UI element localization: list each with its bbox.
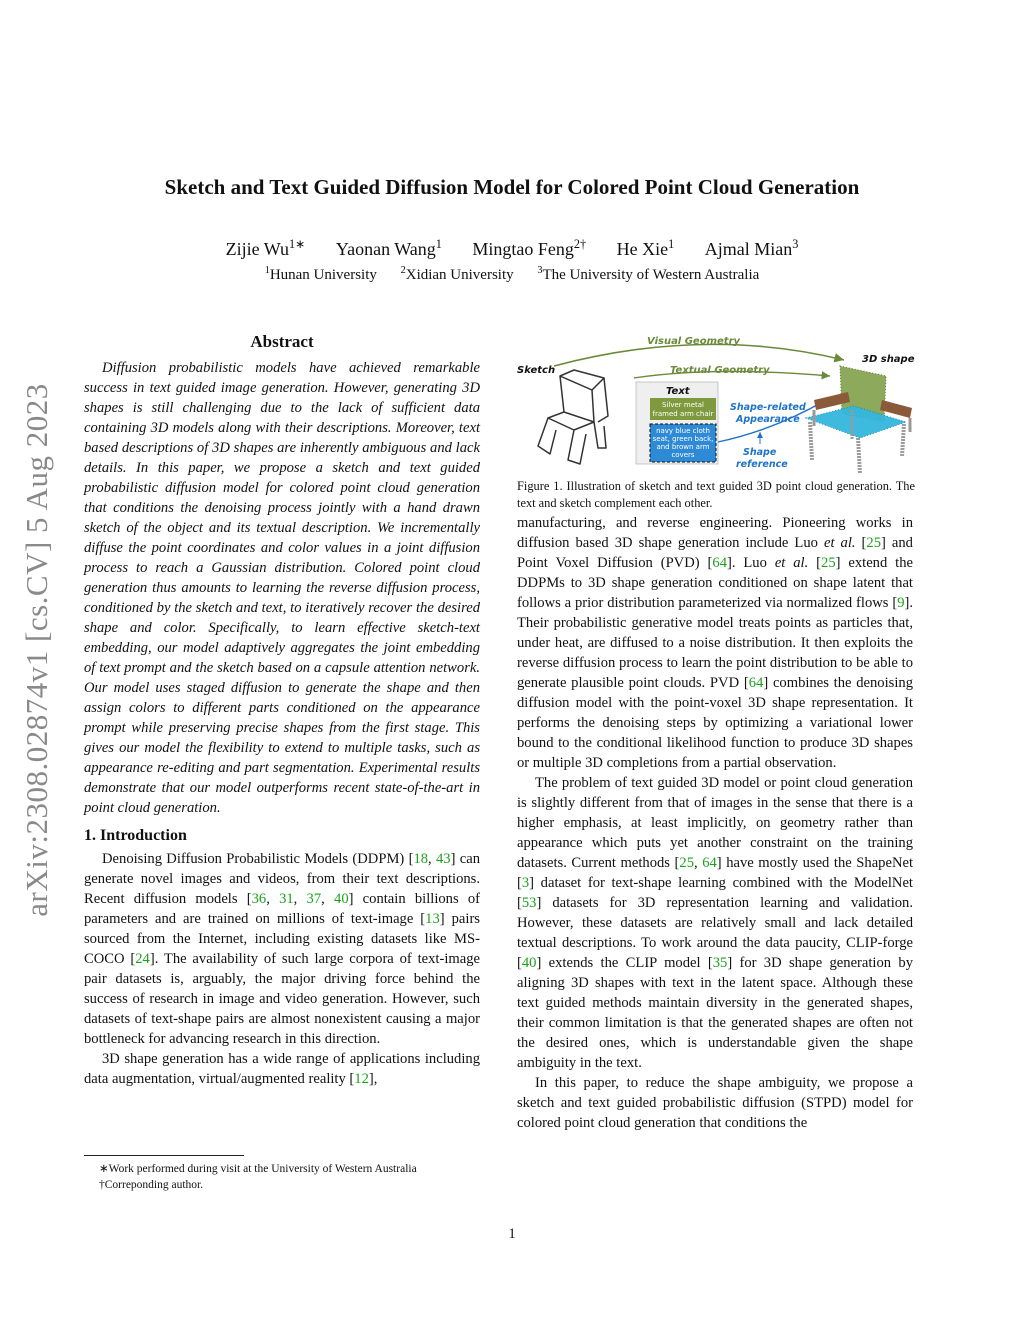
abstract-heading: Abstract (250, 332, 314, 351)
citation-link[interactable]: 13 (425, 911, 440, 927)
svg-text:and brown arm: and brown arm (656, 443, 710, 451)
right-paragraph-3: In this paper, to reduce the shape ambiguity, we propose a sketch and text guided probabilistic diffusion (STPD) model for colored point cloud generation that conditions the (517, 1075, 913, 1131)
citation-link[interactable]: 3 (521, 875, 530, 891)
right-column (517, 513, 913, 1133)
citation-link[interactable]: 40 (334, 891, 349, 907)
svg-text:reference: reference (736, 459, 788, 470)
svg-text:seat, green back,: seat, green back, (652, 435, 714, 443)
paper-title: Sketch and Text Guided Diffusion Model for Colored Point Cloud Generation (164, 175, 860, 199)
author: He Xie$^1$ (616, 237, 675, 259)
abstract-text: Diffusion probabilistic models have achieved remarkable success in text guided image generation. However, generating 3D shapes is still challenging due to the lack of sufficient data containing 3D models along with their descriptions. Moreover, text based descriptions of 3D shapes are inherently ambiguous and lack details. In this paper, we propose a sketch and text guided probabilistic diffusion model for colored point cloud generation that conditions the denoising process jointly with a hand drawn sketch of the object and its textual description. We incrementally diffuse the point coordinates and color values in a joint diffusion process to reach a Gaussian distribution. Colored point cloud generation thus amounts to learning the reverse diffusion process, conditioned by the sketch and text, to iteratively recover the desired shape and color. Specifically, to learn effective sketch-text embedding, our model adaptively aggregates the joint embedding of text prompt and the sketch based on a capsule attention network. Our model uses staged diffusion to generate the shape and then assign colors to different parts conditioned on the appearance prompt while preserving precise shapes from the first stage. This gives our model the flexibility to extend to multiple tasks, such as appearance re-editing and part segmentation. Experimental results demonstrate that our model outperforms recent state-of-the-art in point cloud generation. (84, 360, 480, 816)
figure-illustration (514, 330, 918, 476)
citation-link[interactable]: 25 (821, 555, 836, 571)
sketch-chair-drawing (538, 370, 608, 464)
author: Yaonan Wang$^1$ (335, 237, 442, 259)
affiliation: $^1$Hunan University (264, 265, 377, 283)
intro-paragraph-1: Denoising Diffusion Probabilistic Models (DDPM) [18, 43] can generate novel images and videos, from their text descriptions. Recent diffusion models [36, 31, 37, 40] contain billions of parameters and are trained on millions of text-image [13] pairs sourced from the Internet, including existing datasets like MS-COCO [24]. The availability of such large corpora of text-image pair datasets is, arguably, the major driving force behind the success of research in image and video generation. However, such datasets of text-shape pairs are almost nonexistent causing a major bottleneck for advancing research in this direction. (84, 851, 481, 1047)
svg-text:Shape-related: Shape-related (730, 402, 806, 413)
footnote: ∗Work performed during visit at the University of Western Australia (99, 1163, 417, 1175)
figure-1 (514, 330, 918, 476)
author: Ajmal Mian$^3$ (704, 237, 799, 259)
citation-link[interactable]: 36 (251, 891, 267, 907)
page-number: 1 (508, 1226, 516, 1242)
svg-text:framed arm chair: framed arm chair (652, 410, 714, 418)
citation-link[interactable]: 9 (897, 595, 905, 611)
affiliation-list (0, 267, 1024, 284)
visual-geometry-arrow (554, 344, 844, 366)
svg-text:Silver metal: Silver metal (662, 401, 704, 409)
shape-3d-label: 3D shape (862, 354, 915, 365)
author: Zijie $Wu^{1∗}$ (225, 237, 306, 259)
footnotes (84, 1161, 484, 1193)
svg-text:covers: covers (671, 451, 695, 459)
sketch-label: Sketch (517, 365, 556, 376)
arxiv-sidebar (12, 340, 62, 960)
introduction-heading: 1. Introduction (84, 827, 187, 844)
visual-geometry-label: Visual Geometry (647, 336, 741, 347)
right-paragraph-2: The problem of text guided 3D model or point cloud generation is slightly different from that of images in the sense that there is a higher emphasis, at least implicitly, on geometry rather than appearance which puts yet another constraint on the training datasets. Current methods [25, 64] have mostly used the ShapeNet [3] dataset for text-shape learning combined with the ModelNet [53] datasets for 3D representation learning and validation. However, these datasets are relatively small and lack detailed textual descriptions. To work around the data paucity, CLIP-forge [40] extends the CLIP model [35] for 3D shape generation by aligning 3D shapes with text in the latent space. Although these text guided methods maintain diversity in the generated shapes, their common limitation is that the generated shapes are often not the desired ones, which is understandable given the shape ambiguity in the text. (517, 775, 914, 1071)
left-column (84, 332, 480, 1089)
figure-1-caption: Figure 1. Illustration of sketch and text guided 3D point cloud generation. The text and sketch complement each other. (517, 479, 915, 510)
citation-link[interactable]: 64 (702, 855, 717, 871)
citation-link[interactable]: 43 (436, 851, 451, 867)
citation-link[interactable]: 53 (521, 895, 537, 911)
citation-link[interactable]: 18 (413, 851, 429, 867)
citation-link[interactable]: 64 (748, 675, 764, 691)
author-list (0, 239, 1024, 260)
intro-paragraph-2: 3D shape generation has a wide range of applications including data augmentation, virtual/augmented reality [12], (84, 1051, 480, 1087)
right-paragraph-1: manufacturing, and reverse engineering. Pioneering works in diffusion based 3D shape generation include Luo et al. [25] and Point Voxel Diffusion (PVD) [64]. Luo et al. [25] extend the DDPMs to 3D shape generation conditioned on shape latent that follows a prior distribution parameterized via normalized flows [9]. Their probabilistic generative model treats points as particles that, under heat, are diffused to a noise distribution. It then exploits the reverse diffusion process to learn the point distribution to be able to generate plausible point clouds. PVD [64] combines the denoising diffusion model with the point-voxel 3D shape representation. It performs the denoising steps by optimizing a variational lower bound to the conditional likelihood function to produce 3D shapes or multiple 3D completions from a partial observation. (517, 515, 913, 771)
svg-text:navy blue cloth: navy blue cloth (656, 427, 710, 435)
citation-link[interactable]: 64 (712, 555, 727, 571)
svg-text:Appearance: Appearance (736, 414, 800, 425)
textual-geometry-label: Textual Geometry (670, 365, 770, 376)
citation-link[interactable]: 24 (135, 951, 150, 967)
footnote: †Correponding author. (99, 1179, 204, 1191)
citation-link[interactable]: 31 (279, 891, 294, 907)
point-cloud-chair (806, 366, 912, 474)
citation-link[interactable]: 25 (679, 855, 694, 871)
text-panel-label: Text (666, 386, 690, 397)
affiliation: $^3$The University of Western Australia (537, 265, 760, 283)
citation-link[interactable]: 35 (712, 955, 728, 971)
citation-link[interactable]: 40 (521, 955, 537, 971)
footnote-divider (84, 1155, 244, 1156)
arxiv-identifier: arXiv:2308.02874v1 [cs.CV] 5 Aug 2023 (19, 383, 54, 917)
author: Mingtao Feng$^{2\dagger}$ (472, 237, 587, 259)
affiliation: $^2$Xidian University (400, 265, 514, 283)
svg-text:Shape: Shape (743, 447, 777, 458)
citation-link[interactable]: 25 (866, 535, 882, 551)
citation-link[interactable]: 12 (354, 1071, 369, 1087)
citation-link[interactable]: 37 (306, 891, 322, 907)
